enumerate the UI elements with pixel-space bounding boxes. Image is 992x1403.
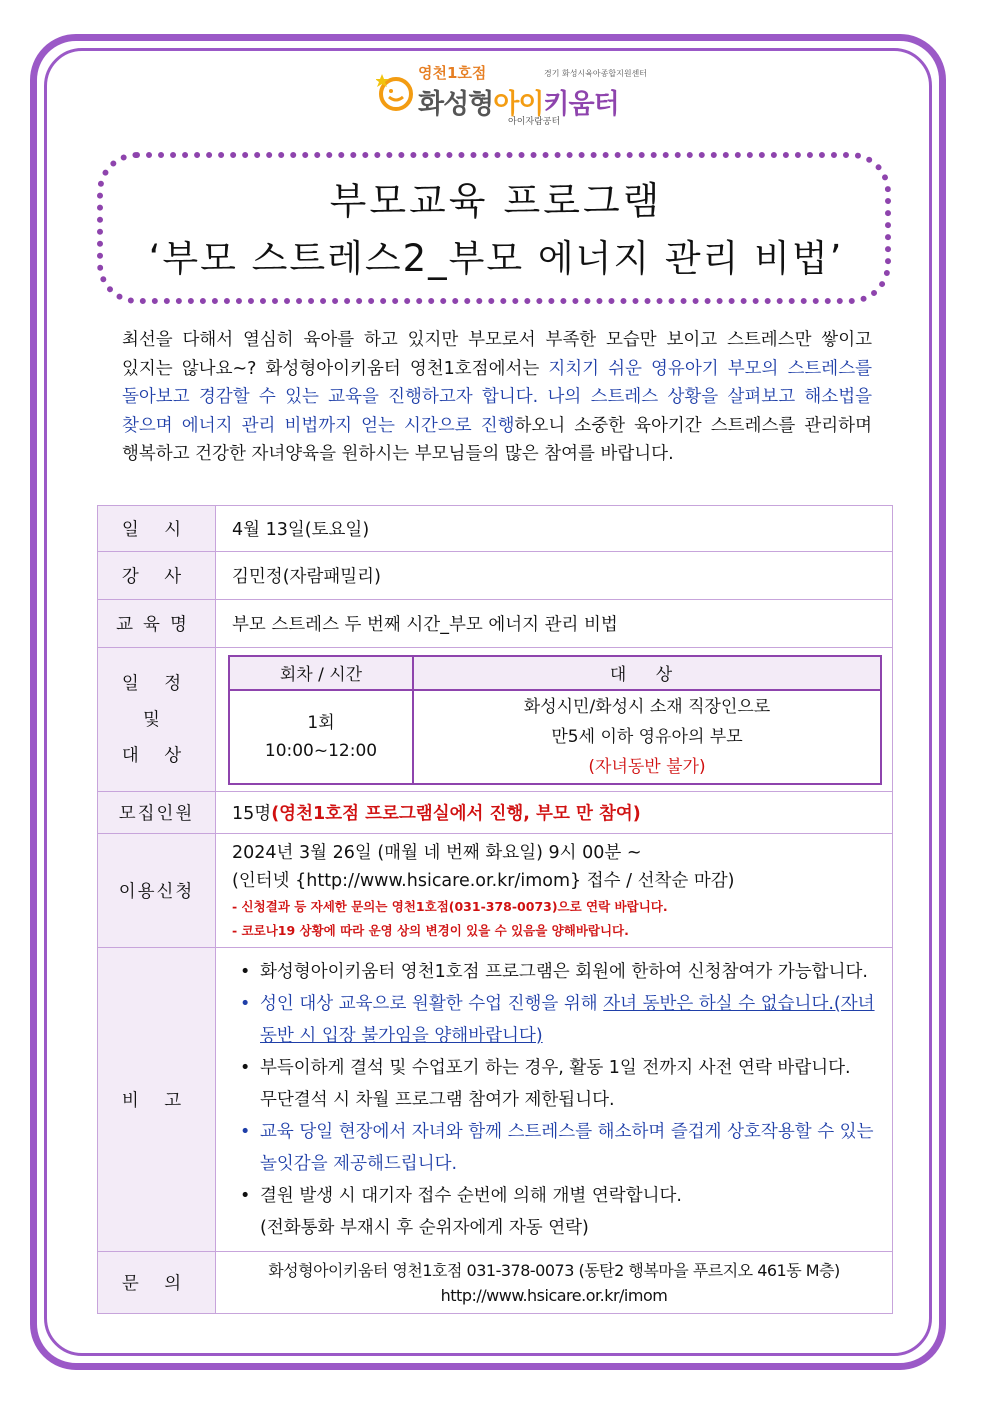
label-remarks: 비 고 <box>98 948 216 1252</box>
logo <box>372 56 648 127</box>
intro-paragraph: 최선을 다해서 열심히 육아를 하고 있지만 부모로서 부족한 모습만 보이고 스트레스만 쌓이고 있지는 않나요~? 화성형아이키움터 영천1호점에서는 지치기 쉬운 영유아기 부모의 스트레스를 돌아보고 경감할 수 있는 교육을 진행하고자 합니다. 나의 스트레스 상황을 살펴보고 해소법을 찾으며 에너지 관리 비법까지 얻는 시간으로 진행하오니 소중한 육아기간 스트레스를 관리하며 행복하고 건강한 자녀양육을 원하시는 부모님들의 많은 참여를 바랍니다. <box>122 330 873 464</box>
logo-name: 화성형아이키움터 <box>418 89 619 120</box>
label-contact: 문 의 <box>98 1252 216 1314</box>
label-apply: 이용신청 <box>98 834 216 948</box>
remark-item: • 결원 발생 시 대기자 접수 순번에 의해 개별 연락합니다. (전화통화 부재시 후 순위자에게 자동 연락) <box>260 1180 882 1244</box>
row-apply <box>98 834 893 948</box>
row-course <box>98 600 893 648</box>
program-title: 부모교육 프로그램 <box>329 179 663 223</box>
remark-item: • 교육 당일 현장에서 자녀와 함께 스트레스를 해소하며 즐겁게 상호작용할 수 있는 놀잇감을 제공해드립니다. <box>260 1116 882 1180</box>
label-course: 교육명 <box>98 600 216 648</box>
contact-link[interactable]: http://www.hsicare.or.kr/imom <box>440 1285 668 1305</box>
row-capacity <box>98 792 893 834</box>
info-table <box>97 505 893 1314</box>
schedule-session: 1회 10:00~12:00 <box>229 690 413 784</box>
schedule-header-time: 회차 / 시간 <box>229 656 413 690</box>
value-remarks <box>216 948 893 1252</box>
row-contact <box>98 1252 893 1314</box>
value-contact: 화성형아이키움터 영천1호점 031-378-0073 (동탄2 행복마을 푸르지오 461동 M층) http://www.hsicare.or.kr/imom <box>216 1252 893 1314</box>
value-schedule <box>216 648 893 792</box>
row-schedule <box>98 648 893 792</box>
remark-item: • 부득이하게 결석 및 수업포기 하는 경우, 활동 1일 전까지 사전 연락 바랍니다. 무단결석 시 차월 프로그램 참여가 제한됩니다. <box>260 1052 882 1116</box>
label-schedule: 일 정 및 대 상 <box>98 648 216 792</box>
value-date: 4월 13일(토요일) <box>216 506 893 552</box>
logo-face-icon <box>376 72 416 112</box>
remark-item: • 성인 대상 교육으로 원활한 수업 진행을 위해 자녀 동반은 하실 수 없습니다.(자녀 동반 시 입장 불가임을 양해바랍니다) <box>260 988 882 1052</box>
label-capacity: 모집인원 <box>98 792 216 834</box>
logo-branch: 영천1호점 <box>418 64 487 82</box>
row-lecturer <box>98 552 893 600</box>
remark-item: • 화성형아이키움터 영천1호점 프로그램은 회원에 한하여 신청참여가 가능합니다. <box>260 956 882 988</box>
schedule-table <box>228 655 882 785</box>
row-remarks <box>98 948 893 1252</box>
value-course: 부모 스트레스 두 번째 시간_부모 에너지 관리 비법 <box>216 600 893 648</box>
remarks-list <box>232 956 882 1244</box>
value-capacity: 15명(영천1호점 프로그램실에서 진행, 부모 만 참여) <box>216 792 893 834</box>
logo-subtitle: 아이자람공터 <box>508 117 561 127</box>
value-apply: 2024년 3월 26일 (매월 네 번째 화요일) 9시 00분 ~ (인터넷 {http://www.hsicare.or.kr/imom} 접수 / 선착순 마감) - 신청결과 등 자세한 문의는 영천1호점(031-378-0073)으로 연락 바랍니다. - 코로나19 상황에 따라 운영 상의 변경이 있을 수 있음을 양해바랍니다. <box>216 834 893 948</box>
value-lecturer: 김민정(자람패밀리) <box>216 552 893 600</box>
schedule-header-target: 대 상 <box>413 656 881 690</box>
schedule-target: 화성시민/화성시 소재 직장인으로 만5세 이하 영유아의 부모 (자녀동반 불가) <box>413 690 881 784</box>
program-subtitle: ‘부모 스트레스2_부모 에너지 관리 비법’ <box>148 237 844 280</box>
label-lecturer: 강 사 <box>98 552 216 600</box>
row-date <box>98 506 893 552</box>
label-date: 일 시 <box>98 506 216 552</box>
logo-org: 경기 화성시육아종합지원센터 <box>544 69 648 78</box>
